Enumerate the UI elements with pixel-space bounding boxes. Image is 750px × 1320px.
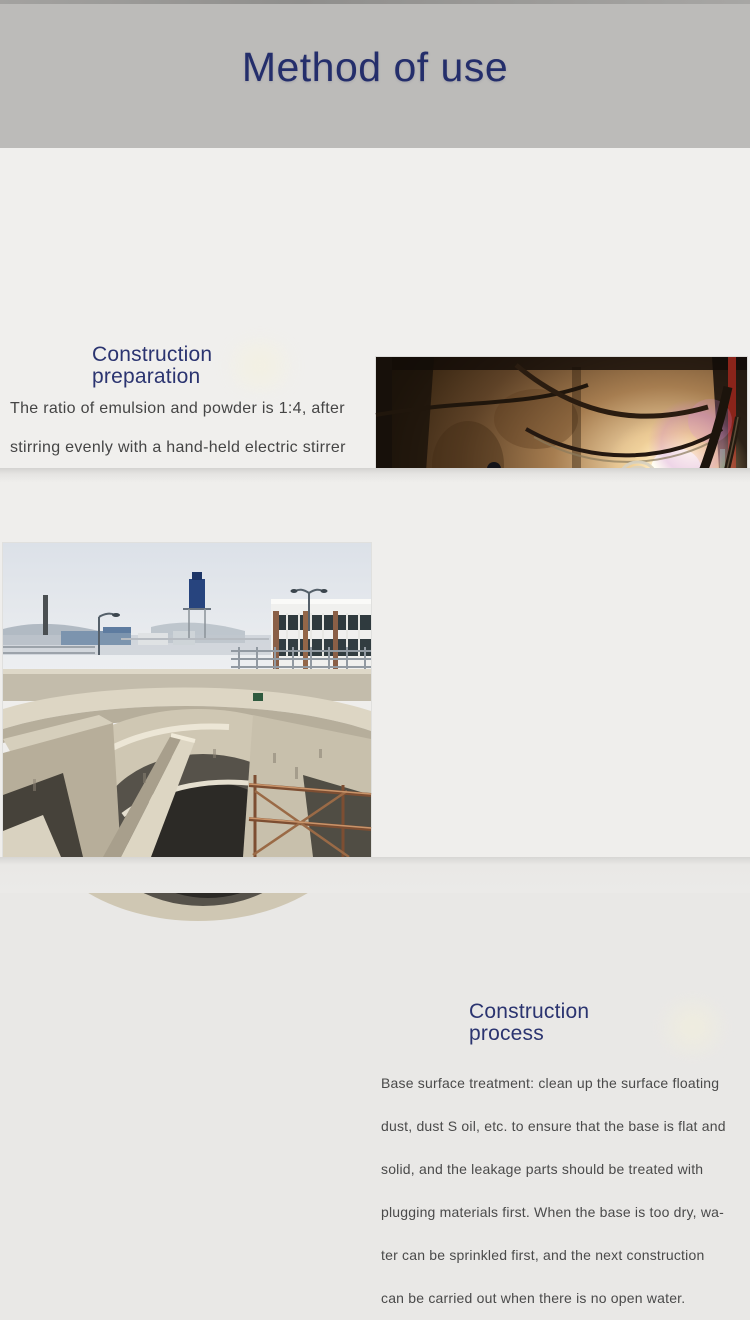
prep-heading-line-1: Construction [92, 343, 213, 366]
watermark-smudge [215, 338, 305, 393]
process-line-1: Base surface treatment: clean up the surface floating [381, 1075, 720, 1091]
prep-p1-line-2: stirring evenly with a hand-held electric stirrer [10, 439, 346, 456]
prep-paragraph-1 [10, 389, 346, 467]
prep-section-heading [92, 344, 212, 387]
process-section-heading [469, 1001, 589, 1044]
page-header [0, 0, 750, 148]
process-line-5: ter can be sprinkled first, and the next construction [381, 1247, 705, 1263]
process-line-6: can be carried out when there is no open water. [381, 1290, 686, 1306]
page-title: Method of use [241, 44, 509, 90]
section-construction-preparation [0, 148, 750, 470]
process-heading-line-2: process [469, 1021, 544, 1045]
water-treatment-tank-site-illustration [3, 543, 371, 857]
process-line-3: solid, and the leakage parts should be treated with [381, 1161, 704, 1177]
prep-p1-line-1: The ratio of emulsion and powder is 1:4, after [10, 400, 345, 417]
process-line-4: plugging materials first. When the base is too dry, wa- [381, 1204, 725, 1220]
process-line-2: dust, dust S oil, etc. to ensure that the base is flat and [381, 1118, 726, 1134]
process-heading-line-1: Construction [469, 1000, 590, 1023]
header-top-strip [0, 0, 750, 4]
process-paragraph [381, 1062, 726, 1320]
section-divider [0, 468, 750, 482]
process-photo [3, 543, 371, 857]
prep-heading-line-2: preparation [92, 364, 201, 388]
watermark-smudge [650, 997, 735, 1057]
bottom-strip [0, 857, 750, 893]
